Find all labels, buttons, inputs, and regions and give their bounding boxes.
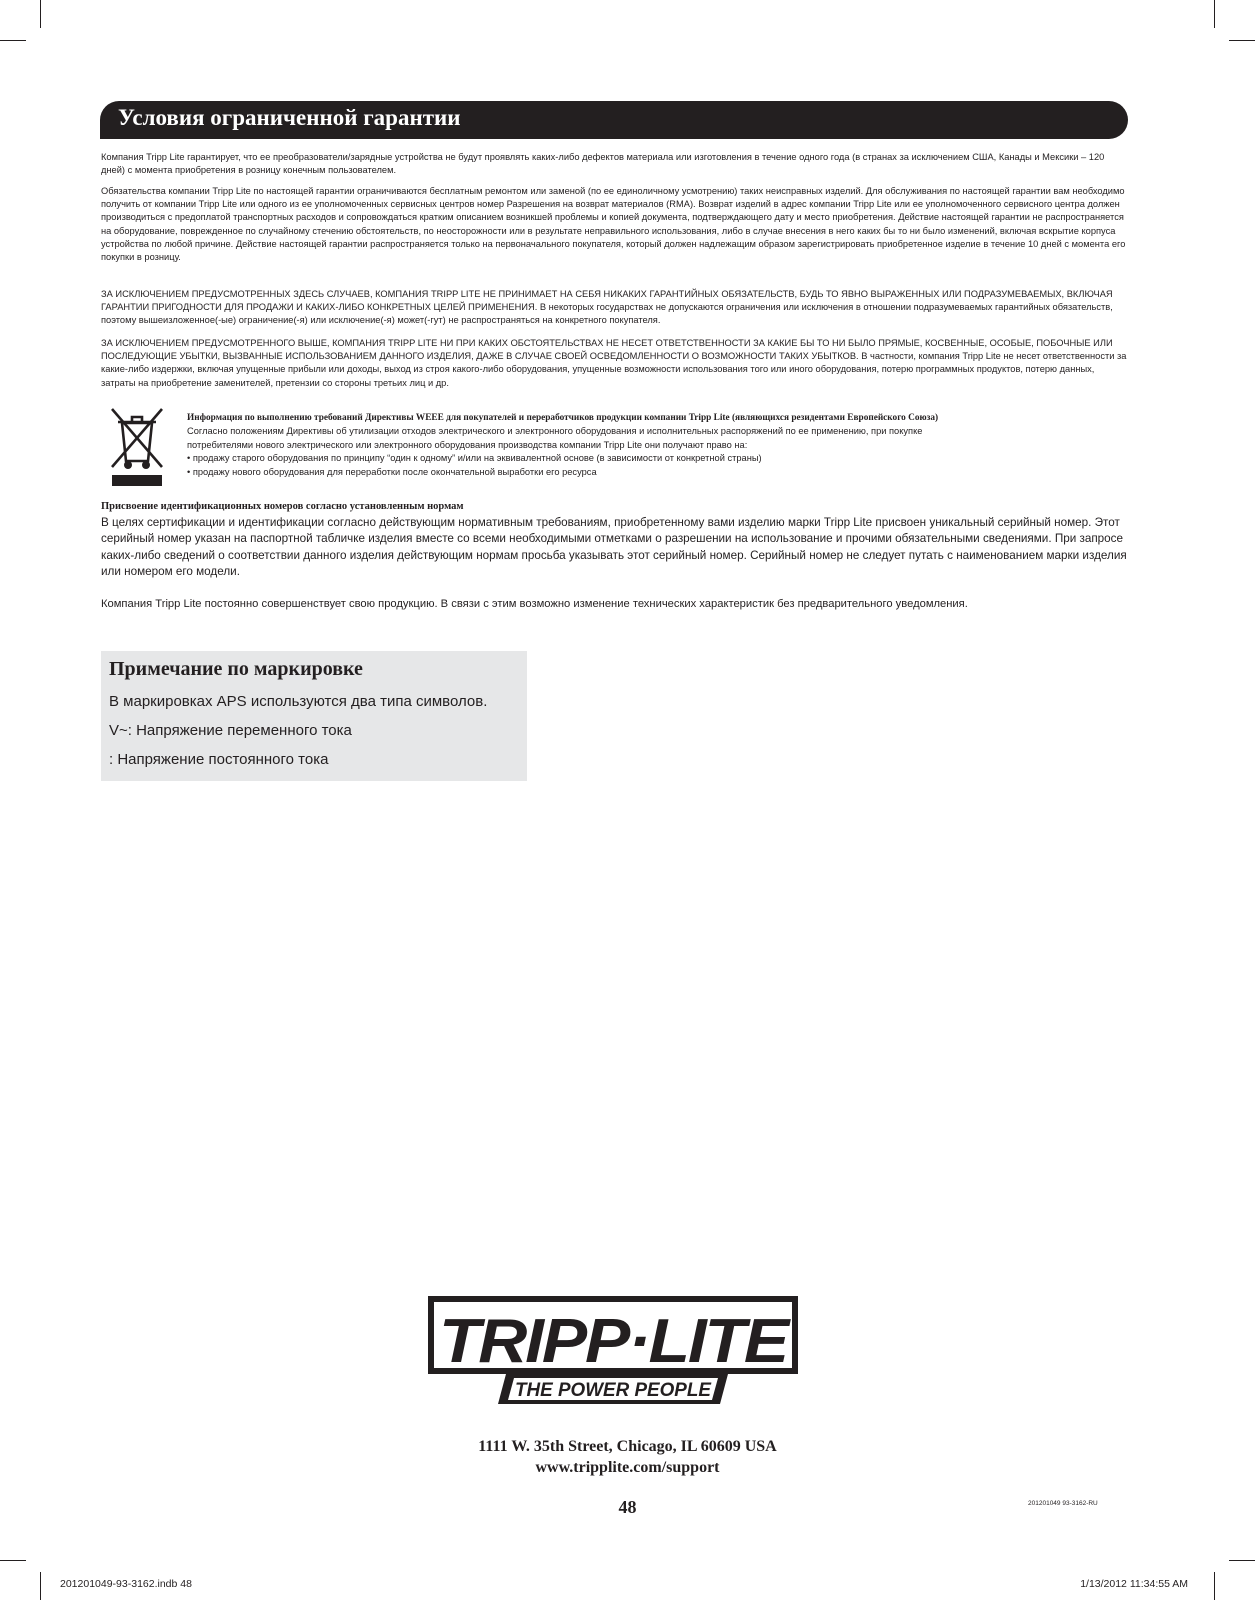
identification-heading: Присвоение идентификационных номеров согласно установленным нормам (101, 501, 464, 512)
improvement-notice: Компания Tripp Lite постоянно совершенствует свою продукцию. В связи с этим возможно изменение технических характеристик без предварительного уведомления. (101, 598, 968, 610)
page-number: 48 (618, 1497, 637, 1517)
marking-note-line: V~: Напряжение переменного тока (109, 722, 352, 739)
footer-timestamp: 1/13/2012 11:34:55 AM (1080, 1578, 1188, 1590)
document-id: 201201049 93-3162-RU (1028, 1500, 1098, 1507)
warranty-paragraph: ЗА ИСКЛЮЧЕНИЕМ ПРЕДУСМОТРЕННЫХ ЗДЕСЬ СЛУЧАЕВ, КОМПАНИЯ TRIPP LITE НЕ ПРИНИМАЕТ НА СЕБЯ НИКАКИХ ГАРАНТИЙНЫХ ОБЯЗАТЕЛЬСТВ, БУДЬ ТО ЯВНО ВЫРАЖЕННЫХ ИЛИ ПОДРАЗУМЕВАЕМЫХ, ВКЛЮЧАЯ ГАРАНТИИ ПРИГОДНОСТИ ДЛЯ ПРОДАЖИ И КАКИХ-ЛИБО КОНКРЕТНЫХ ЦЕЛЕЙ ПРИМЕНЕНИЯ. В некоторых государствах не допускаются ограничения или исключения в отношении подразумеваемых гарантийных обязательств, поэтому вышеизложенное(-ые) ограничение(-я) или исключение(-я) может(-гут) не распространяться на конкретного покупателя. (101, 289, 1113, 326)
crop-mark (1214, 0, 1215, 28)
support-website[interactable]: www.tripplite.com/support (535, 1459, 720, 1476)
marking-note-line: В маркировках APS используются два типа символов. (109, 693, 488, 710)
weee-bullet: • продажу старого оборудования по принципу “один к одному” и/или на эквивалентной основе (в зависимости от конкретной страны) (187, 453, 762, 464)
weee-bin-icon (108, 405, 166, 487)
weee-line: Согласно положениям Директивы об утилизации отходов электрического и электронного оборудования и исполнительных распоряжений по ее применению, при покупке (187, 426, 923, 437)
warranty-paragraph: Компания Tripp Lite гарантирует, что ее преобразователи/зарядные устройства не будут проявлять каких-либо дефектов материала или изготовления в течение одного года (в странах за исключением США, Канады и Мексики – 120 дней) с момента приобретения в розницу конечным пользователем. (101, 152, 1105, 176)
weee-line: потребителями нового электрического или электронного оборудования производства компании Tripp Lite они получают право на: (187, 439, 748, 450)
logo-brand: TRIPP·LITE (439, 1307, 791, 1376)
crop-mark (0, 1560, 26, 1561)
crop-mark (40, 1572, 41, 1600)
crop-mark (1229, 1560, 1255, 1561)
weee-heading: Информация по выполнению требований Директивы WEEE для покупателей и переработчиков продукции компании Tripp Lite (являющихся резидентами Европейского Союза) (187, 413, 939, 423)
marking-note-box (101, 651, 527, 781)
title-bar (100, 101, 1128, 139)
warranty-paragraph: ЗА ИСКЛЮЧЕНИЕМ ПРЕДУСМОТРЕННОГО ВЫШЕ, КОМПАНИЯ TRIPP LITE НИ ПРИ КАКИХ ОБСТОЯТЕЛЬСТВАХ НЕ НЕСЕТ ОТВЕТСТВЕННОСТИ ЗА КАКИЕ БЫ ТО НИ БЫЛО ПРЯМЫЕ, КОСВЕННЫЕ, ОСОБЫЕ, ПОБОЧНЫЕ ИЛИ ПОСЛЕДУЮЩИЕ УБЫТКИ, ВЫЗВАННЫЕ ИСПОЛЬЗОВАНИЕМ ДАННОГО ИЗДЕЛИЯ, ДАЖЕ В СЛУЧАЕ СВОЕЙ ОСВЕДОМЛЕННОСТИ О ВОЗМОЖНОСТИ ТАКИХ УБЫТКОВ. В частности, компания Tripp Lite не несет ответственности за какие-либо издержки, включая упущенные прибыли или доходы, выход из строя какого-либо оборудования, упущенные возможности использования того или иного оборудования, потерю программных продуктов, потерю данных, затраты на приобретение заменителей, претензии со стороны третьих лиц и др. (101, 338, 1127, 388)
crop-mark (1229, 40, 1255, 41)
warranty-paragraph: Обязательства компании Tripp Lite по настоящей гарантии ограничиваются бесплатным ремонтом или заменой (по ее единоличному усмотрению) таких неисправных изделий. Для обслуживания по настоящей гарантии вам необходимо получить от компании Tripp Lite или одного из ее уполномоченных сервисных центров номер Разрешения на возврат материалов (RMA). Возврат изделий в адрес компании Tripp Lite или ее уполномоченного сервисного центра должен производиться с предоплатой транспортных расходов и сопровождаться кратким описанием возникшей проблемы и копией документа, подтверждающего дату и место приобретения. Действие настоящей гарантии не распространяется на оборудование, поврежденное по случайному стечению обстоятельств, по неосторожности или в результате неправильного использования, либо в случае внесения в него каких бы то ни было изменений, включая вскрытие корпуса устройства по любой причине. Действие настоящей гарантии распространяется только на первоначального покупателя, который должен надлежащим образом зарегистрировать приобретенное изделие в течение 10 дней с момента его покупки в розницу. (101, 186, 1126, 263)
footer-file-name: 201201049-93-3162.indb 48 (60, 1578, 192, 1590)
logo-tagline: THE POWER PEOPLE (515, 1380, 713, 1401)
company-address: 1111 W. 35th Street, Chicago, IL 60609 USA (478, 1438, 777, 1455)
identification-text: В целях сертификации и идентификации согласно действующим нормативным требованиям, приобретенному вами изделию марки Tripp Lite присвоен уникальный серийный номер. Этот серийный номер указан на паспортной табличке изделия вместе со всеми необходимыми отметками о разрешении на использование и прочими обязательными сведениями. При запросе каких-либо сведений о соответствии данного изделия действующим нормам просьба указывать этот серийный номер. Серийный номер не следует путать с наименованием марки изделия или номером его модели. (101, 516, 1127, 579)
marking-note-heading: Примечание по маркировке (109, 658, 363, 680)
weee-info (187, 411, 1127, 479)
weee-bullet: • продажу нового оборудования для переработки после окончательной выработки его ресурса (187, 466, 597, 477)
crop-mark (0, 40, 26, 41)
crop-mark (1214, 1572, 1215, 1600)
crop-mark (40, 0, 41, 28)
marking-note-line: : Напряжение постоянного тока (109, 751, 329, 768)
tripp-lite-logo (428, 1288, 798, 1414)
page-title: Условия ограниченной гарантии (118, 105, 461, 130)
